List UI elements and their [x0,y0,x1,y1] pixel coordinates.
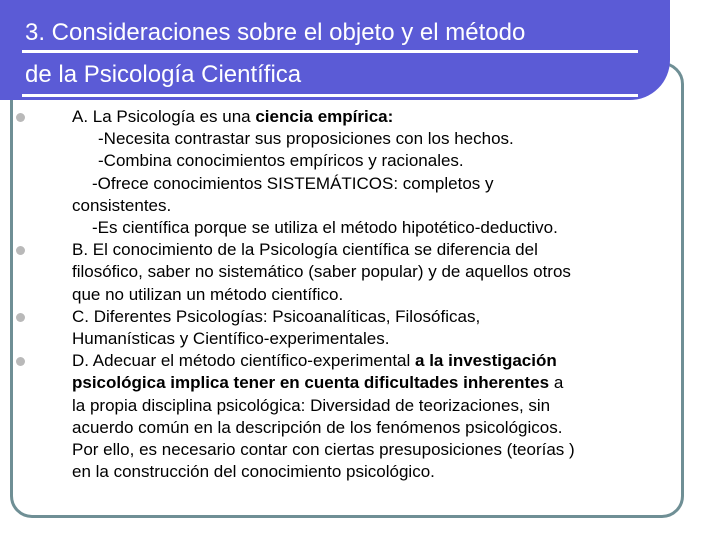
bullet-text-line [72,150,676,172]
bullet-item [16,106,676,239]
bullet-dot-icon [16,246,25,255]
bullet-text-line [72,239,676,261]
text-segment: en la construcción del conocimiento psicológico. [72,462,435,482]
bullet-dot-icon [16,113,25,122]
bullet-text-line [72,372,676,394]
text-segment: consistentes. [72,195,172,215]
bullet-item [16,239,676,306]
text-segment: la propia disciplina psicológica: Diversidad de teorizaciones, sin [72,395,551,415]
text-segment: C. Diferentes Psicologías: Psicoanalíticas, Filosóficas, [72,306,481,326]
bullet-text-line [72,261,676,283]
text-segment: Por ello, es necesario contar con ciertas presuposiciones (teorías ) [72,440,575,460]
bold-text-segment: a la investigación [415,351,557,371]
bullet-item [16,350,676,483]
text-segment: -Ofrece conocimientos SISTEMÁTICOS: completos y [92,173,494,193]
bullet-text-line [72,328,676,350]
bullet-text-line [72,128,676,150]
bullet-text-line [72,350,676,372]
bold-text-segment: psicológica implica tener en cuenta dificultades inherentes [72,373,550,393]
text-segment: B. El conocimiento de la Psicología científica se diferencia del [72,240,538,260]
text-segment: -Combina conocimientos empíricos y racionales. [98,151,464,171]
title-band [0,0,670,100]
bullet-text-line [72,417,676,439]
text-segment: que no utilizan un método científico. [72,284,344,304]
bullet-text-line [72,217,676,239]
bullet-text-line [72,173,676,195]
bold-text-segment: ciencia empírica: [255,107,394,126]
text-segment: a [549,373,564,393]
bullet-dot-icon [16,313,25,322]
bullet-text-line [72,461,676,483]
bullet-text-line [72,395,676,417]
text-segment: Humanísticas y Científico-experimentales. [72,329,390,349]
bullet-text-line [72,306,676,328]
bullet-text-line [72,106,676,128]
bullet-text-line [72,439,676,461]
text-segment: D. Adecuar el método científico-experimental [72,351,416,371]
text-segment: A. La Psicología es una [72,107,256,126]
slide-title: 3. Consideraciones sobre el objeto y el método de la Psicología Científica [25,19,526,88]
bullet-item [16,306,676,350]
text-segment: -Necesita contrastar sus proposiciones con los hechos. [98,129,514,149]
bullet-text-line [72,195,676,217]
text-segment: -Es científica porque se utiliza el método hipotético-deductivo. [92,218,558,238]
bullet-dot-icon [16,357,25,366]
text-segment: filosófico, saber no sistemático (saber popular) y de aquellos otros [72,262,571,282]
text-segment: acuerdo común en la descripción de los fenómenos psicológicos. [72,417,563,437]
bullet-text-line [72,284,676,306]
bullet-list [16,106,676,483]
